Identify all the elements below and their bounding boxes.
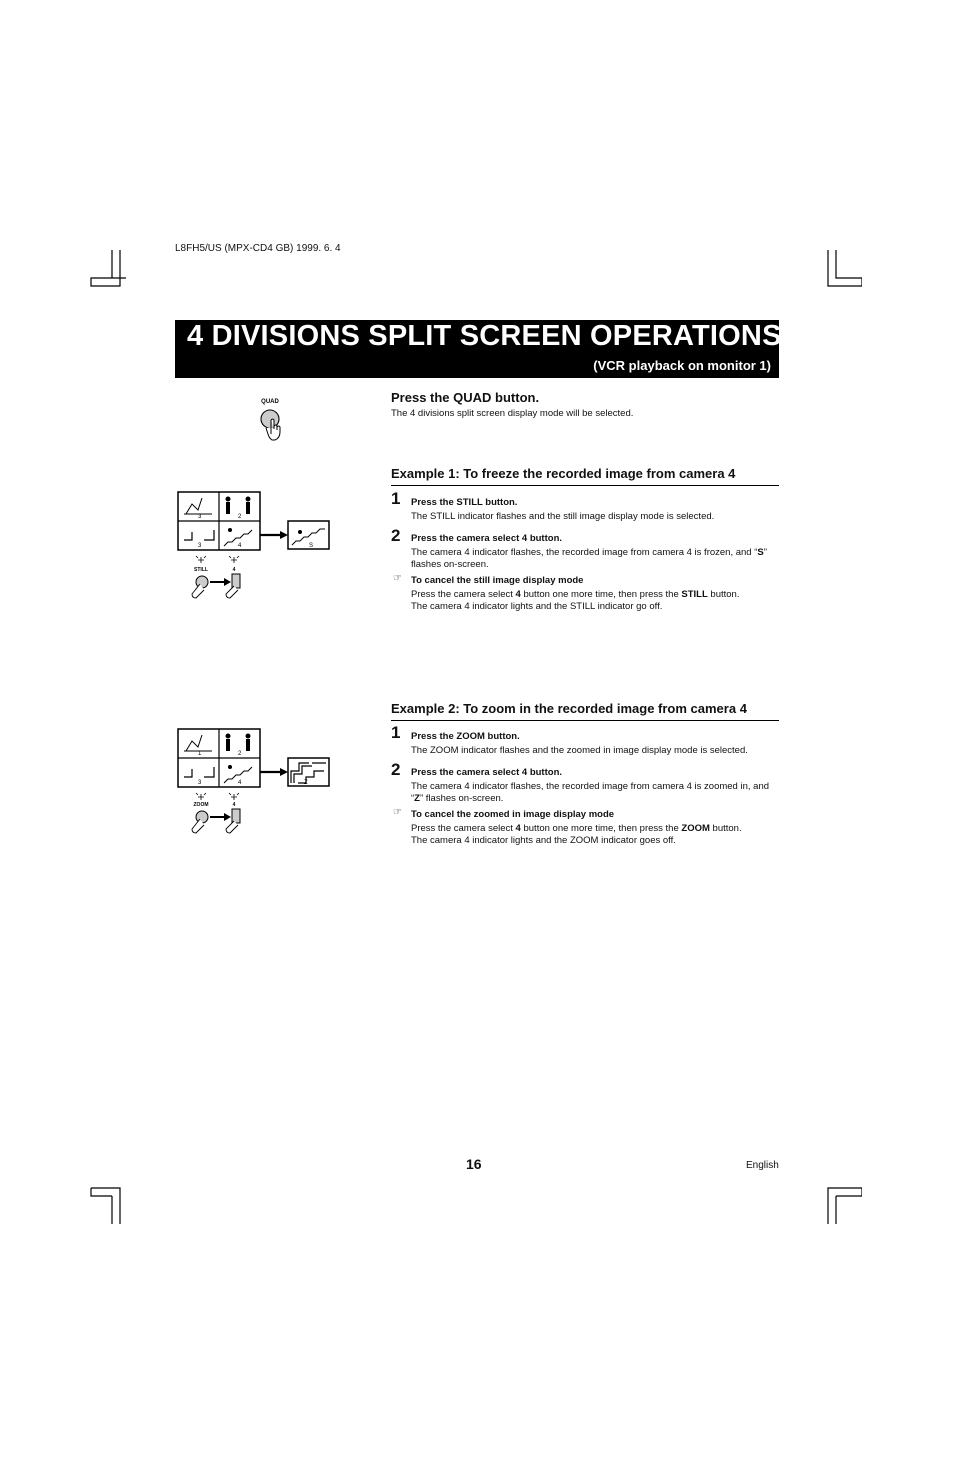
pointing-hand-icon: ☞ xyxy=(393,573,402,584)
quad-label-4: 4 xyxy=(238,780,242,786)
ex1-step1-text: The STILL indicator flashes and the still image display mode is selected. xyxy=(411,511,715,522)
example2-title: Example 2: To zoom in the recorded image from camera 4 xyxy=(391,701,779,721)
ex2-step1-heading: Press the ZOOM button. xyxy=(411,731,520,742)
crop-mark-top-right xyxy=(826,248,862,288)
page-number: 16 xyxy=(466,1156,482,1172)
quad-label-2: 2 xyxy=(238,751,242,757)
title-banner xyxy=(175,320,782,378)
ex1-note-heading: To cancel the still image display mode xyxy=(411,575,584,586)
quad-text: The 4 divisions split screen display mode will be selected. xyxy=(391,408,634,419)
ex1-step1-number: 1 xyxy=(391,489,401,508)
example1-figure xyxy=(176,490,336,602)
language-label: English xyxy=(746,1160,779,1171)
ex2-step2-number: 2 xyxy=(391,760,401,779)
quad-heading: Press the QUAD button. xyxy=(391,390,540,405)
ex2-step2-text: The camera 4 indicator flashes, the recorded image from camera 4 is zoomed in, and “Z” flashes on-screen. xyxy=(411,781,770,804)
camera4-button-label: 4 xyxy=(232,802,236,808)
quad-button-label: QUAD xyxy=(261,399,279,405)
quad-label-2: 2 xyxy=(238,514,242,520)
quad-label-3: 3 xyxy=(198,543,202,549)
document-id: L8FH5/US (MPX-CD4 GB) 1999. 6. 4 xyxy=(175,243,341,254)
quad-button-illustration xyxy=(254,396,294,444)
pointing-hand-icon: ☞ xyxy=(393,807,402,818)
example2-figure xyxy=(176,727,336,839)
example1-title: Example 1: To freeze the recorded image from camera 4 xyxy=(391,466,779,486)
ex1-step2-heading: Press the camera select 4 button. xyxy=(411,533,563,544)
crop-mark-bottom-right xyxy=(826,1186,862,1226)
still-button-label: STILL xyxy=(194,567,208,573)
zoom-button-label: ZOOM xyxy=(193,802,209,808)
ex2-step2-heading: Press the camera select 4 button. xyxy=(411,767,563,778)
ex2-note-heading: To cancel the zoomed in image display mode xyxy=(411,809,615,820)
crop-mark-top-left xyxy=(90,248,126,288)
ex2-note-text: Press the camera select 4 button one more time, then press the ZOOM button. The camera 4 indicator lights and the ZOOM indicator goes off. xyxy=(411,823,742,846)
quad-label-3: 3 xyxy=(198,780,202,786)
single-label: Z xyxy=(304,780,308,786)
single-label: S xyxy=(309,543,314,549)
quad-label-4: 4 xyxy=(238,543,242,549)
page-title: 4 DIVISIONS SPLIT SCREEN OPERATIONS xyxy=(187,320,782,352)
ex1-step2-text: The camera 4 indicator flashes, the recorded image from camera 4 is frozen, and “S” flashes on-screen. xyxy=(411,547,767,570)
camera4-button-label: 4 xyxy=(232,567,236,573)
ex2-step1-number: 1 xyxy=(391,723,401,742)
ex1-note-text: Press the camera select 4 button one more time, then press the STILL button. The camera 4 indicator lights and the STILL indicator go off. xyxy=(411,589,740,612)
ex2-step1-text: The ZOOM indicator flashes and the zoomed in image display mode is selected. xyxy=(411,745,748,756)
crop-mark-bottom-left xyxy=(90,1186,126,1226)
quad-label-1: 1 xyxy=(198,751,202,757)
page-subtitle: (VCR playback on monitor 1) xyxy=(593,358,771,373)
quad-label-1: 3 xyxy=(198,514,202,520)
ex1-step2-number: 2 xyxy=(391,526,401,545)
ex1-step1-heading: Press the STILL button. xyxy=(411,497,518,508)
